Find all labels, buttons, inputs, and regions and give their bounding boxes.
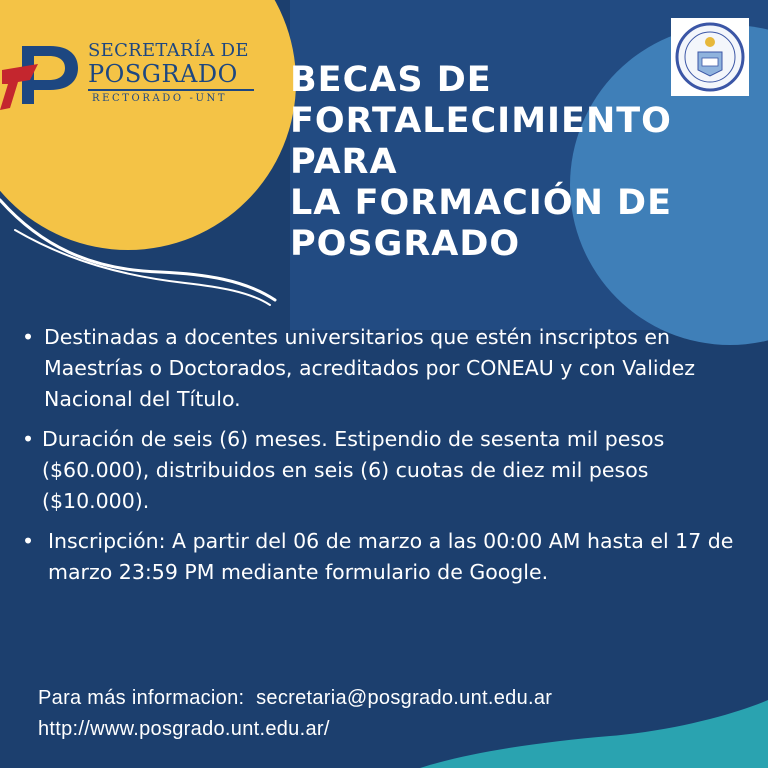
secretaria-posgrado-logo (0, 38, 265, 113)
bullet-icon: • (22, 325, 35, 349)
contact-website-link[interactable]: http://www.posgrado.unt.edu.ar/ (38, 718, 330, 740)
page-title (290, 60, 760, 265)
bullet-text-recipients: Destinadas a docentes universitarios que estén inscriptos en Maestrías o Doctorados, acreditados por CONEAU y con Validez Nacional del Título. (44, 325, 695, 411)
list-item (22, 526, 752, 588)
logo-line-rectorado: RECTORADO -UNT (92, 93, 228, 104)
posgrado-p-logo-icon (0, 40, 80, 112)
title-line: BECAS DE (290, 60, 492, 100)
list-item (22, 322, 752, 415)
title-line: LA FORMACIÓN DE (290, 183, 673, 223)
bullet-icon: • (22, 427, 35, 451)
list-item (22, 424, 752, 517)
bullet-icon: • (22, 529, 35, 553)
contact-email-line: Para más informacion: secretaria@posgrado.unt.edu.ar (38, 687, 553, 709)
benefits-list (22, 322, 752, 597)
logo-line-secretaria: SECRETARÍA DE (88, 40, 249, 61)
title-line: FORTALECIMIENTO (290, 101, 672, 141)
contact-info (38, 683, 552, 745)
bullet-text-registration: Inscripción: A partir del 06 de marzo a las 00:00 AM hasta el 17 de marzo 23:59 PM mediante formulario de Google. (48, 529, 734, 584)
title-line: POSGRADO (290, 224, 521, 264)
logo-divider (88, 89, 254, 91)
bullet-text-duration: Duración de seis (6) meses. Estipendio de sesenta mil pesos ($60.000), distribuidos en seis (6) cuotas de diez mil pesos ($10.000). (42, 427, 665, 513)
title-line: PARA (290, 142, 398, 182)
logo-line-posgrado: POSGRADO (88, 60, 238, 88)
